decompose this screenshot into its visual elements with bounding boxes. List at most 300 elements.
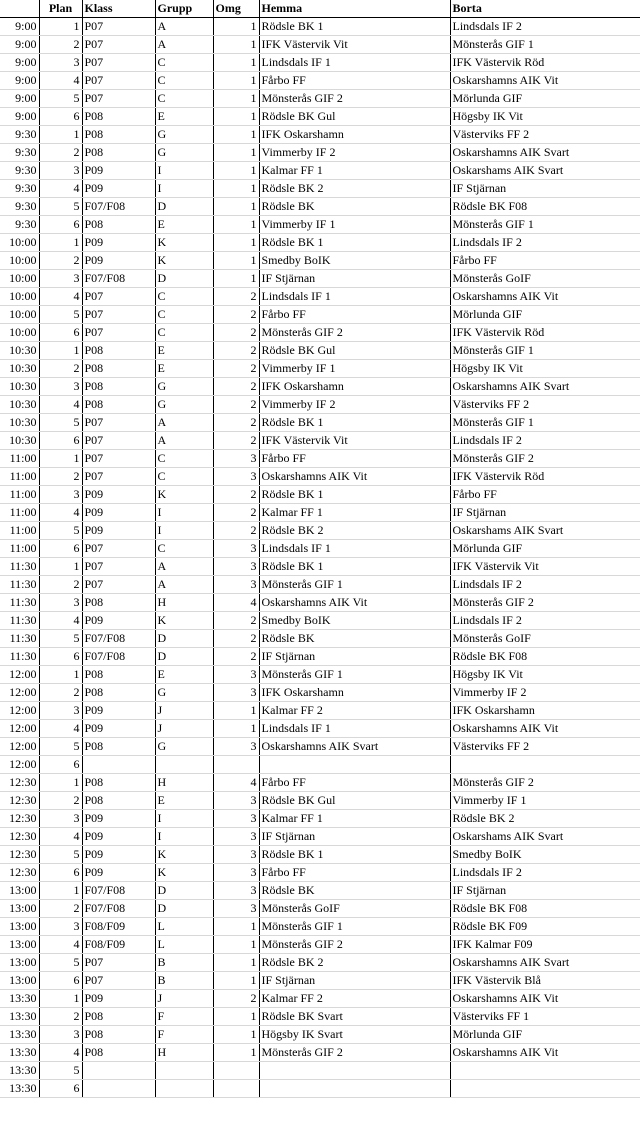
cell-klass: P08 <box>82 684 155 702</box>
cell-omg: 1 <box>213 54 259 72</box>
cell-plan: 1 <box>39 450 82 468</box>
cell-time: 10:00 <box>0 252 39 270</box>
cell-borta: Högsby IK Vit <box>450 666 640 684</box>
cell-omg: 2 <box>213 648 259 666</box>
cell-hemma: Mönsterås GIF 1 <box>259 918 450 936</box>
cell-omg: 1 <box>213 180 259 198</box>
cell-hemma: Lindsdals IF 1 <box>259 54 450 72</box>
cell-grupp: E <box>155 792 213 810</box>
cell-plan: 5 <box>39 1062 82 1080</box>
cell-plan: 2 <box>39 576 82 594</box>
cell-plan: 3 <box>39 162 82 180</box>
table-row <box>0 144 640 162</box>
table-row <box>0 198 640 216</box>
cell-grupp: C <box>155 90 213 108</box>
table-row <box>0 540 640 558</box>
cell-omg: 1 <box>213 918 259 936</box>
table-row <box>0 288 640 306</box>
cell-plan: 1 <box>39 558 82 576</box>
cell-klass: P08 <box>82 774 155 792</box>
cell-klass: P08 <box>82 594 155 612</box>
cell-klass: P07 <box>82 288 155 306</box>
cell-grupp: E <box>155 108 213 126</box>
cell-borta: Smedby BoIK <box>450 846 640 864</box>
cell-hemma: Rödsle BK 2 <box>259 954 450 972</box>
header-hemma: Hemma <box>259 0 450 18</box>
cell-grupp: I <box>155 180 213 198</box>
table-row <box>0 450 640 468</box>
cell-hemma: Kalmar FF 1 <box>259 810 450 828</box>
cell-klass: P07 <box>82 306 155 324</box>
cell-klass: P08 <box>82 378 155 396</box>
cell-time: 12:00 <box>0 684 39 702</box>
table-row <box>0 522 640 540</box>
cell-borta: Rödsle BK F08 <box>450 648 640 666</box>
cell-omg: 2 <box>213 324 259 342</box>
cell-borta: Lindsdals IF 2 <box>450 234 640 252</box>
cell-grupp: I <box>155 162 213 180</box>
table-row <box>0 828 640 846</box>
cell-time: 9:30 <box>0 216 39 234</box>
table-row <box>0 558 640 576</box>
cell-plan: 1 <box>39 342 82 360</box>
cell-grupp: H <box>155 1044 213 1062</box>
cell-time: 11:00 <box>0 522 39 540</box>
header-omg: Omg <box>213 0 259 18</box>
table-row <box>0 324 640 342</box>
cell-klass: P09 <box>82 990 155 1008</box>
cell-borta: Mönsterås GoIF <box>450 630 640 648</box>
cell-borta: Rödsle BK 2 <box>450 810 640 828</box>
cell-time: 12:00 <box>0 756 39 774</box>
cell-klass: P08 <box>82 1044 155 1062</box>
cell-plan: 3 <box>39 810 82 828</box>
cell-omg: 2 <box>213 378 259 396</box>
cell-hemma: Rödsle BK Gul <box>259 108 450 126</box>
table-row <box>0 486 640 504</box>
table-row <box>0 738 640 756</box>
cell-klass: P08 <box>82 1008 155 1026</box>
cell-plan: 2 <box>39 792 82 810</box>
cell-borta: Oskarshamns AIK Svart <box>450 144 640 162</box>
cell-plan: 6 <box>39 648 82 666</box>
cell-grupp: I <box>155 504 213 522</box>
cell-klass: P09 <box>82 810 155 828</box>
table-row <box>0 54 640 72</box>
cell-omg: 2 <box>213 522 259 540</box>
table-row <box>0 972 640 990</box>
table-row <box>0 36 640 54</box>
table-row <box>0 216 640 234</box>
cell-omg: 1 <box>213 1044 259 1062</box>
table-row <box>0 504 640 522</box>
cell-klass: P08 <box>82 342 155 360</box>
table-row <box>0 162 640 180</box>
cell-klass: F07/F08 <box>82 882 155 900</box>
cell-grupp: E <box>155 360 213 378</box>
cell-klass: P08 <box>82 144 155 162</box>
table-row <box>0 900 640 918</box>
cell-grupp: H <box>155 594 213 612</box>
header-plan: Plan <box>39 0 82 18</box>
cell-grupp: D <box>155 882 213 900</box>
cell-time: 11:30 <box>0 558 39 576</box>
cell-grupp: D <box>155 648 213 666</box>
table-row <box>0 342 640 360</box>
table-row <box>0 630 640 648</box>
cell-borta: Lindsdals IF 2 <box>450 576 640 594</box>
cell-grupp: D <box>155 270 213 288</box>
cell-omg: 2 <box>213 414 259 432</box>
cell-plan: 6 <box>39 324 82 342</box>
cell-hemma: Fårbo FF <box>259 306 450 324</box>
cell-omg: 3 <box>213 900 259 918</box>
cell-plan: 4 <box>39 72 82 90</box>
cell-klass: P07 <box>82 432 155 450</box>
table-row <box>0 594 640 612</box>
cell-klass: P08 <box>82 360 155 378</box>
cell-hemma: Kalmar FF 1 <box>259 162 450 180</box>
cell-grupp: A <box>155 576 213 594</box>
cell-omg <box>213 756 259 774</box>
cell-klass: F07/F08 <box>82 198 155 216</box>
cell-hemma: Vimmerby IF 1 <box>259 360 450 378</box>
cell-time: 12:30 <box>0 810 39 828</box>
cell-klass: P07 <box>82 576 155 594</box>
cell-omg: 2 <box>213 342 259 360</box>
cell-time: 13:30 <box>0 990 39 1008</box>
table-row <box>0 378 640 396</box>
cell-grupp: K <box>155 234 213 252</box>
cell-plan: 4 <box>39 828 82 846</box>
cell-omg: 3 <box>213 738 259 756</box>
cell-klass: P09 <box>82 846 155 864</box>
cell-omg: 3 <box>213 576 259 594</box>
cell-time: 13:30 <box>0 1008 39 1026</box>
cell-time: 10:30 <box>0 378 39 396</box>
cell-klass: P07 <box>82 36 155 54</box>
cell-borta: IF Stjärnan <box>450 180 640 198</box>
table-row <box>0 18 640 36</box>
cell-omg: 4 <box>213 774 259 792</box>
cell-hemma: Rödsle BK <box>259 882 450 900</box>
cell-omg: 1 <box>213 108 259 126</box>
cell-borta: Mönsterås GIF 2 <box>450 450 640 468</box>
cell-omg: 1 <box>213 216 259 234</box>
table-row <box>0 774 640 792</box>
cell-klass: P08 <box>82 792 155 810</box>
cell-grupp: C <box>155 54 213 72</box>
cell-hemma: Mönsterås GIF 1 <box>259 576 450 594</box>
table-row <box>0 180 640 198</box>
cell-hemma: Kalmar FF 2 <box>259 702 450 720</box>
cell-borta: Västerviks FF 2 <box>450 126 640 144</box>
cell-plan: 4 <box>39 720 82 738</box>
cell-hemma: Oskarshamns AIK Vit <box>259 594 450 612</box>
cell-omg: 1 <box>213 18 259 36</box>
cell-borta: Fårbo FF <box>450 486 640 504</box>
cell-borta: Lindsdals IF 2 <box>450 864 640 882</box>
cell-hemma: Mönsterås GoIF <box>259 900 450 918</box>
cell-grupp: G <box>155 396 213 414</box>
cell-grupp: C <box>155 324 213 342</box>
cell-hemma: Rödsle BK <box>259 630 450 648</box>
cell-omg: 3 <box>213 810 259 828</box>
table-row <box>0 990 640 1008</box>
cell-grupp: I <box>155 522 213 540</box>
cell-plan: 3 <box>39 1026 82 1044</box>
cell-borta: Oskarshamns AIK Vit <box>450 990 640 1008</box>
cell-klass: P09 <box>82 612 155 630</box>
cell-klass: P07 <box>82 324 155 342</box>
cell-omg: 1 <box>213 1026 259 1044</box>
cell-plan: 3 <box>39 378 82 396</box>
cell-time: 10:30 <box>0 414 39 432</box>
cell-hemma: Rödsle BK 1 <box>259 234 450 252</box>
cell-grupp: C <box>155 288 213 306</box>
cell-omg: 2 <box>213 612 259 630</box>
table-row <box>0 126 640 144</box>
cell-klass: F08/F09 <box>82 936 155 954</box>
cell-hemma: Rödsle BK 1 <box>259 18 450 36</box>
cell-omg: 2 <box>213 504 259 522</box>
cell-time: 9:30 <box>0 162 39 180</box>
cell-borta: Rödsle BK F09 <box>450 918 640 936</box>
cell-omg: 2 <box>213 432 259 450</box>
cell-omg: 1 <box>213 126 259 144</box>
cell-time: 11:00 <box>0 486 39 504</box>
cell-hemma: Mönsterås GIF 2 <box>259 1044 450 1062</box>
cell-hemma: Fårbo FF <box>259 864 450 882</box>
cell-borta: IF Stjärnan <box>450 882 640 900</box>
table-row <box>0 360 640 378</box>
cell-time: 13:00 <box>0 900 39 918</box>
cell-time: 12:00 <box>0 702 39 720</box>
cell-borta: Mörlunda GIF <box>450 540 640 558</box>
cell-plan: 6 <box>39 540 82 558</box>
cell-time: 13:00 <box>0 918 39 936</box>
cell-hemma <box>259 1080 450 1098</box>
cell-hemma: IF Stjärnan <box>259 828 450 846</box>
cell-time: 10:30 <box>0 342 39 360</box>
cell-borta: Mönsterås GIF 2 <box>450 594 640 612</box>
cell-plan: 3 <box>39 918 82 936</box>
table-row <box>0 1008 640 1026</box>
table-row <box>0 882 640 900</box>
cell-plan: 4 <box>39 180 82 198</box>
table-row <box>0 414 640 432</box>
cell-omg: 3 <box>213 792 259 810</box>
cell-klass: P08 <box>82 738 155 756</box>
table-row <box>0 234 640 252</box>
cell-plan: 5 <box>39 306 82 324</box>
cell-grupp: A <box>155 432 213 450</box>
cell-time: 9:30 <box>0 198 39 216</box>
cell-borta: Rödsle BK F08 <box>450 900 640 918</box>
cell-time: 11:30 <box>0 630 39 648</box>
cell-grupp: G <box>155 144 213 162</box>
cell-klass: P09 <box>82 720 155 738</box>
cell-borta: Västerviks FF 2 <box>450 396 640 414</box>
table-row <box>0 954 640 972</box>
cell-omg: 2 <box>213 990 259 1008</box>
cell-plan: 1 <box>39 990 82 1008</box>
cell-time: 11:30 <box>0 648 39 666</box>
cell-klass: F08/F09 <box>82 918 155 936</box>
cell-klass: P07 <box>82 54 155 72</box>
cell-grupp: F <box>155 1026 213 1044</box>
cell-time: 12:30 <box>0 864 39 882</box>
table-row <box>0 72 640 90</box>
cell-plan: 1 <box>39 18 82 36</box>
cell-borta <box>450 1080 640 1098</box>
cell-plan: 1 <box>39 234 82 252</box>
cell-grupp: F <box>155 1008 213 1026</box>
cell-grupp: A <box>155 558 213 576</box>
cell-klass: P08 <box>82 126 155 144</box>
cell-grupp: D <box>155 900 213 918</box>
cell-time: 12:00 <box>0 666 39 684</box>
cell-klass <box>82 1062 155 1080</box>
cell-grupp <box>155 1080 213 1098</box>
cell-hemma: IFK Västervik Vit <box>259 432 450 450</box>
table-row <box>0 666 640 684</box>
cell-time: 11:30 <box>0 612 39 630</box>
cell-plan: 4 <box>39 1044 82 1062</box>
cell-borta: IF Stjärnan <box>450 504 640 522</box>
cell-plan: 4 <box>39 504 82 522</box>
cell-grupp: A <box>155 18 213 36</box>
cell-borta: Mörlunda GIF <box>450 1026 640 1044</box>
cell-plan: 6 <box>39 972 82 990</box>
cell-grupp: L <box>155 918 213 936</box>
cell-hemma: Rödsle BK 1 <box>259 486 450 504</box>
cell-borta: Mönsterås GIF 2 <box>450 774 640 792</box>
cell-time: 12:30 <box>0 846 39 864</box>
cell-klass: P07 <box>82 450 155 468</box>
cell-omg: 1 <box>213 36 259 54</box>
cell-klass: P07 <box>82 18 155 36</box>
cell-grupp: I <box>155 810 213 828</box>
cell-time: 12:00 <box>0 720 39 738</box>
cell-omg <box>213 1080 259 1098</box>
cell-grupp: K <box>155 486 213 504</box>
cell-omg: 1 <box>213 198 259 216</box>
table-row <box>0 918 640 936</box>
cell-hemma: Lindsdals IF 1 <box>259 288 450 306</box>
cell-grupp: H <box>155 774 213 792</box>
cell-plan: 2 <box>39 468 82 486</box>
cell-grupp: K <box>155 864 213 882</box>
cell-plan: 4 <box>39 288 82 306</box>
cell-klass: P09 <box>82 702 155 720</box>
cell-borta: Vimmerby IF 2 <box>450 684 640 702</box>
cell-hemma: IFK Oskarshamn <box>259 684 450 702</box>
cell-grupp: K <box>155 252 213 270</box>
cell-borta: Mönsterås GIF 1 <box>450 342 640 360</box>
cell-time: 13:00 <box>0 882 39 900</box>
cell-grupp: J <box>155 702 213 720</box>
cell-grupp: J <box>155 720 213 738</box>
table-row <box>0 90 640 108</box>
cell-borta: Oskarshamns AIK Svart <box>450 378 640 396</box>
cell-hemma: IFK Oskarshamn <box>259 126 450 144</box>
cell-borta: Vimmerby IF 1 <box>450 792 640 810</box>
cell-borta: Högsby IK Vit <box>450 360 640 378</box>
cell-klass: P07 <box>82 540 155 558</box>
cell-klass: P07 <box>82 414 155 432</box>
cell-klass: P09 <box>82 864 155 882</box>
table-row <box>0 1044 640 1062</box>
cell-borta: Oskarshams AIK Svart <box>450 522 640 540</box>
table-row <box>0 432 640 450</box>
cell-grupp: C <box>155 72 213 90</box>
header-grupp: Grupp <box>155 0 213 18</box>
cell-borta <box>450 1062 640 1080</box>
cell-hemma: IF Stjärnan <box>259 648 450 666</box>
cell-hemma: Lindsdals IF 1 <box>259 720 450 738</box>
cell-borta: Oskarshamns AIK Vit <box>450 1044 640 1062</box>
cell-plan: 5 <box>39 954 82 972</box>
cell-hemma: IFK Oskarshamn <box>259 378 450 396</box>
cell-hemma: Rödsle BK 2 <box>259 522 450 540</box>
cell-plan: 5 <box>39 90 82 108</box>
cell-borta: Oskarshamns AIK Vit <box>450 72 640 90</box>
cell-grupp <box>155 1062 213 1080</box>
cell-borta: Oskarshamns AIK Svart <box>450 954 640 972</box>
cell-plan: 6 <box>39 108 82 126</box>
cell-plan: 3 <box>39 54 82 72</box>
cell-omg: 2 <box>213 288 259 306</box>
cell-borta: Västerviks FF 2 <box>450 738 640 756</box>
cell-borta: Lindsdals IF 2 <box>450 612 640 630</box>
cell-time: 10:00 <box>0 324 39 342</box>
cell-borta: Fårbo FF <box>450 252 640 270</box>
table-row <box>0 576 640 594</box>
cell-klass <box>82 1080 155 1098</box>
cell-klass: P09 <box>82 828 155 846</box>
cell-grupp: C <box>155 468 213 486</box>
header-borta: Borta <box>450 0 640 18</box>
table-row <box>0 792 640 810</box>
cell-time: 10:00 <box>0 288 39 306</box>
cell-omg: 2 <box>213 486 259 504</box>
cell-omg: 1 <box>213 954 259 972</box>
cell-omg: 1 <box>213 144 259 162</box>
cell-time: 13:00 <box>0 972 39 990</box>
cell-plan: 6 <box>39 1080 82 1098</box>
cell-klass: P08 <box>82 108 155 126</box>
cell-hemma: Fårbo FF <box>259 72 450 90</box>
cell-omg: 1 <box>213 1008 259 1026</box>
cell-klass: P09 <box>82 522 155 540</box>
table-row <box>0 306 640 324</box>
header-klass: Klass <box>82 0 155 18</box>
cell-omg: 3 <box>213 558 259 576</box>
cell-plan: 3 <box>39 270 82 288</box>
cell-borta: Västerviks FF 1 <box>450 1008 640 1026</box>
cell-hemma: Kalmar FF 2 <box>259 990 450 1008</box>
cell-klass: P07 <box>82 954 155 972</box>
table-row <box>0 1080 640 1098</box>
cell-klass: P09 <box>82 180 155 198</box>
cell-time: 9:00 <box>0 108 39 126</box>
cell-time: 13:00 <box>0 954 39 972</box>
cell-grupp: L <box>155 936 213 954</box>
cell-borta: Oskarshams AIK Svart <box>450 828 640 846</box>
cell-plan: 5 <box>39 846 82 864</box>
cell-grupp: K <box>155 846 213 864</box>
